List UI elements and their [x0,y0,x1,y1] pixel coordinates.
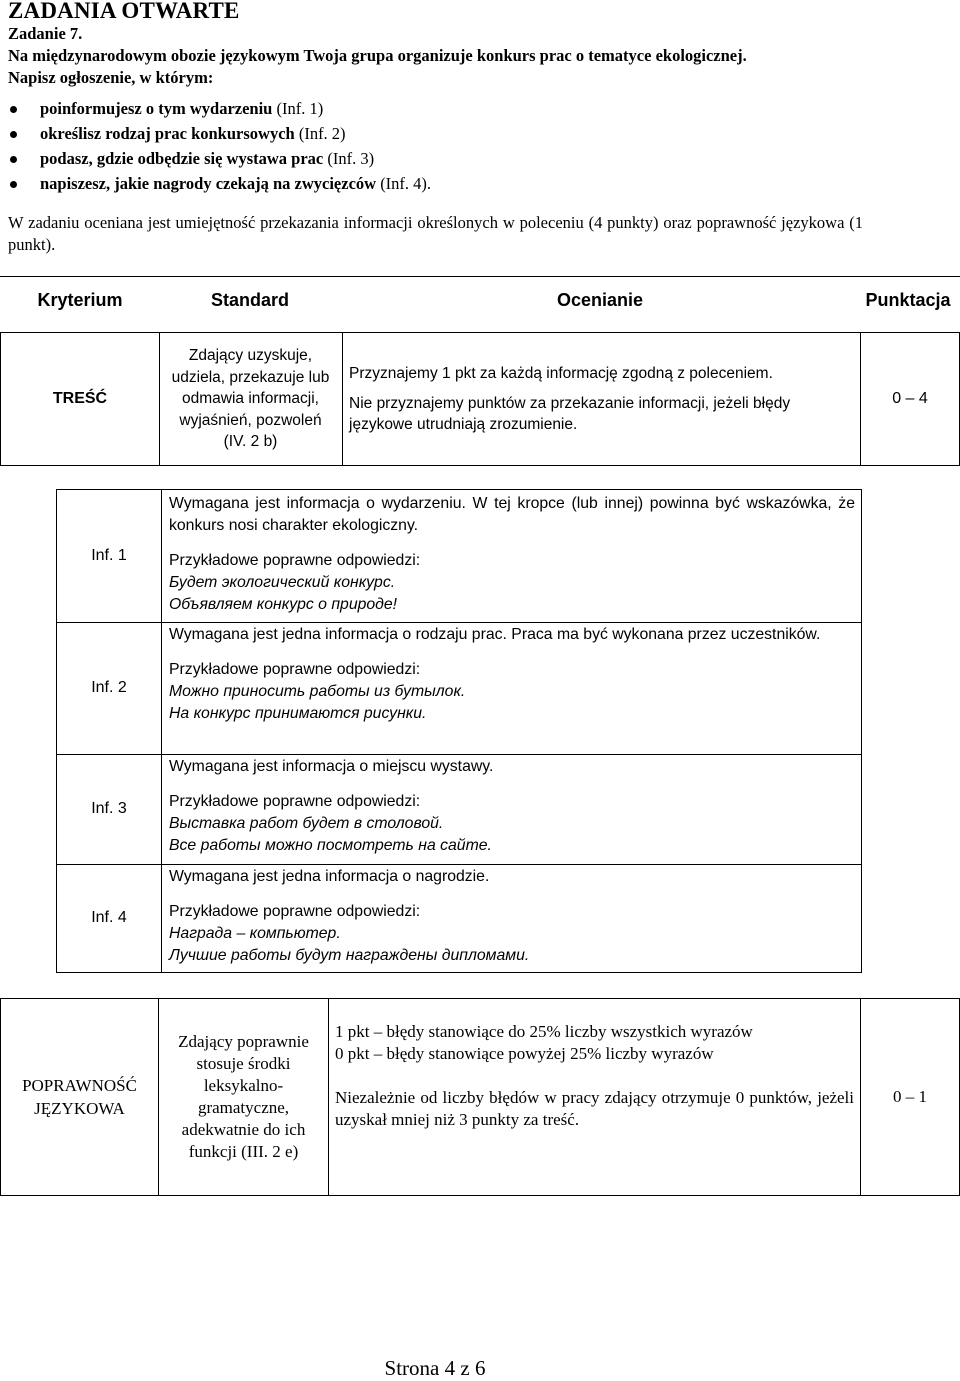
inf-label: Inf. 1 [91,547,127,564]
poprawnosc-label: POPRAWNOŚĆ JĘZYKOWA [1,999,159,1195]
tresc-row [0,332,960,466]
poprawnosc-rule-2: 0 pkt – błędy stanowiące powyżej 25% liczby wyrazów [335,1044,714,1063]
inf-example: Выставка работ будет в столовой. [169,815,444,832]
task-number: Zadanie 7. [8,24,83,43]
inf-example: Будет экологический конкурс. [169,574,396,591]
tresc-label: TREŚĆ [1,333,160,465]
inf-example: Лучшие работы будут награждены дипломами. [169,947,530,964]
inf-example: Объявляем конкурс о природе! [169,596,398,613]
inf-cell [169,624,855,725]
header-ocenianie: Ocenianie [556,290,644,310]
inf-label: Inf. 4 [91,909,127,926]
bullet-ref: (Inf. 2) [294,124,346,143]
poprawnosc-points: 0 – 1 [893,1087,927,1106]
inf-label: Inf. 2 [91,679,127,696]
row-divider [57,754,861,755]
inf-examples-heading: Przykładowe poprawne odpowiedzi: [169,793,421,810]
bullet-ref: (Inf. 4). [376,174,432,193]
inf-cell [169,866,855,967]
bullet-icon [10,106,17,113]
row-divider [57,864,861,865]
section-title: ZADANIA OTWARTE [8,0,240,23]
bullet-list [0,98,900,194]
inf-requirement: Wymagana jest informacja o wydarzeniu. W tej kropce (lub innej) powinna być wskazówka, że konkurs nosi charakter ekologiczny. [169,495,855,534]
assessment-note: W zadaniu oceniana jest umiejętność przekazania informacji określonych w poleceniu (4 punkty) oraz poprawność językowa (1 punkt). [8,213,863,254]
bullet-text: określisz rodzaj prac konkursowych [40,124,295,143]
page-number: Strona 4 z 6 [384,1356,486,1380]
poprawnosc-rule-1: 1 pkt – błędy stanowiące do 25% liczby wszystkich wyrazów [335,1022,753,1041]
tresc-standard: Zdający uzyskuje, udziela, przekazuje lub odmawia informacji, wyjaśnień, pozwoleń (IV. 2 b) [159,333,343,465]
poprawnosc-standard: Zdający poprawnie stosuje środki leksykalno-gramatyczne, adekwatnie do ich funkcji (III. 2 e) [159,999,329,1195]
tresc-points: 0 – 4 [892,390,928,407]
poprawnosc-row [0,998,960,1196]
inf-examples-heading: Przykładowe poprawne odpowiedzi: [169,661,421,678]
header-standard: Standard [210,290,289,310]
tresc-rule-2: Nie przyznajemy punktów za przekazanie informacji, jeżeli błędy językowe utrudniają zrozumienie. [349,394,791,433]
tresc-rules [343,333,861,465]
info-table [56,489,862,973]
inf-examples-heading: Przykładowe poprawne odpowiedzi: [169,552,421,569]
inf-example: Все работы можно посмотреть на сайте. [169,837,492,854]
inf-example: Награда – компьютер. [169,925,341,942]
bullet-ref: (Inf. 1) [272,99,324,118]
row-divider [57,622,861,623]
bullet-text: podasz, gdzie odbędzie się wystawa prac [40,149,324,168]
inf-label: Inf. 3 [91,800,127,817]
inf-requirement: Wymagana jest jedna informacja o nagrodzie. [169,868,490,885]
inf-cell [169,493,855,616]
inf-example: На конкурс принимаются рисунки. [169,705,427,722]
inf-cell [169,756,855,857]
bullet-ref: (Inf. 3) [323,149,375,168]
poprawnosc-rules [329,999,861,1195]
bullet-icon [10,131,17,138]
column-divider [161,490,162,972]
inf-examples-heading: Przykładowe poprawne odpowiedzi: [169,903,421,920]
bullet-text: napiszesz, jakie nagrody czekają na zwycięzców [40,174,377,193]
poprawnosc-rule-3: Niezależnie od liczby błędów w pracy zdający otrzymuje 0 punktów, jeżeli uzyskał mniej niż 3 punkty za treść. [335,1088,854,1129]
header-punktacja: Punktacja [865,290,951,310]
bullet-icon [10,181,17,188]
task-intro: Na międzynarodowym obozie językowym Twoja grupa organizuje konkurs prac o tematyce ekologicznej. [8,46,747,65]
inf-example: Можно приносить работы из бутылок. [169,683,466,700]
inf-requirement: Wymagana jest informacja o miejscu wystawy. [169,758,494,775]
divider [0,276,960,277]
tresc-rule-1: Przyznajemy 1 pkt za każdą informację zgodną z poleceniem. [349,365,773,382]
bullet-text: poinformujesz o tym wydarzeniu [40,99,273,118]
task-prompt: Napisz ogłoszenie, w którym: [8,68,214,87]
header-kryterium: Kryterium [37,290,123,310]
bullet-icon [10,156,17,163]
inf-requirement: Wymagana jest jedna informacja o rodzaju prac. Praca ma być wykonana przez uczestników. [169,626,821,643]
